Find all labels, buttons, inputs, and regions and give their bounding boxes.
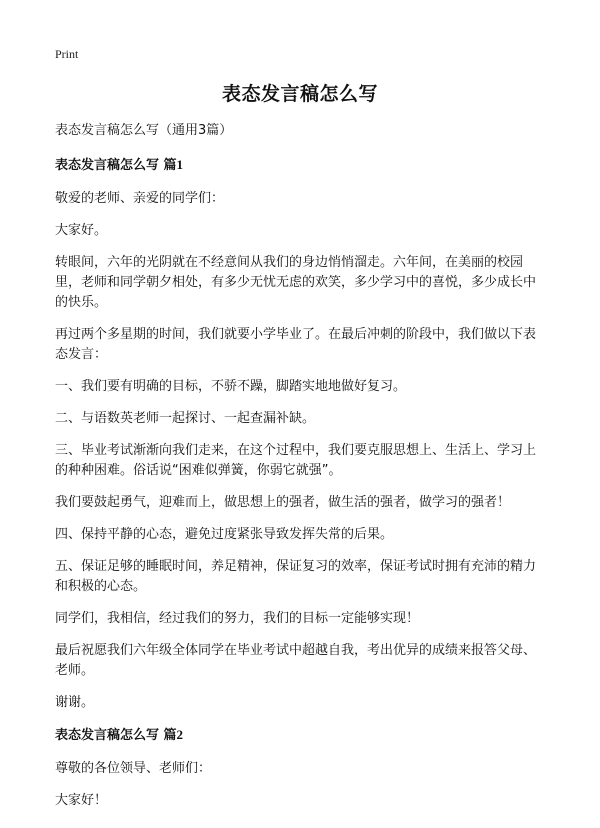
section-1-heading	[55, 155, 547, 176]
section-2-heading-text: 表态发言稿怎么写 篇	[55, 728, 177, 743]
section-1-paragraph: 五、保证足够的睡眠时间，养足精神，保证复习的效率，保证考试时拥有充沛的精力和积极的心态。	[55, 559, 537, 594]
section-1-paragraph: 我们要鼓起勇气，迎难而上，做思想上的强者，做生活的强者，做学习的强者！	[55, 495, 511, 510]
section-1-heading-text: 表态发言稿怎么写 篇	[55, 158, 177, 173]
section-1-paragraph: 一、我们要有明确的目标，不骄不躁，脚踏实地地做好复习。	[55, 379, 407, 394]
section-1-paragraph: 谢谢。	[55, 695, 95, 710]
section-2-heading-number: 2	[176, 727, 184, 742]
section-1-paragraph: 四、保持平静的心态，避免过度紧张导致发挥失常的后果。	[55, 527, 394, 542]
section-1-paragraph: 再过两个多星期的时间，我们就要小学毕业了。在最后冲刺的阶段中，我们做以下表态发言：	[55, 327, 537, 362]
section-1-paragraph: 大家好。	[55, 223, 108, 238]
section-2-paragraph: 尊敬的各位领导、老师们：	[55, 761, 212, 776]
document-title: 表态发言稿怎么写	[221, 83, 378, 105]
section-2-heading	[55, 725, 547, 746]
section-1-heading-number: 1	[176, 157, 184, 172]
section-1-paragraph: 敬爱的老师、亲爱的同学们：	[55, 191, 225, 206]
section-1-paragraph: 三、毕业考试渐渐向我们走来，在这个过程中，我们要克服思想上、生活上、学习上的种种困难。俗话说“困难似弹簧，你弱它就强”。	[55, 443, 537, 478]
document-body	[55, 121, 547, 823]
section-1-paragraph: 二、与语数英老师一起探讨、一起查漏补缺。	[55, 411, 316, 426]
section-1-paragraph: 最后祝愿我们六年级全体同学在毕业考试中超越自我，考出优异的成绩来报答父母、老师。	[55, 643, 537, 678]
section-1-paragraph: 同学们，我相信，经过我们的努力，我们的目标一定能够实现！	[55, 611, 420, 626]
section-2-paragraph: 大家好！	[55, 793, 108, 808]
document-subtitle: 表态发言稿怎么写（通用3篇）	[55, 123, 233, 138]
print-link[interactable]: Print	[55, 47, 79, 61]
section-1-paragraph: 转眼间，六年的光阴就在不经意间从我们的身边悄悄溜走。六年间，在美丽的校园里，老师和同学朝夕相处，有多少无忧无虑的欢笑，多少学习中的喜悦，多少成长中的快乐。	[55, 255, 537, 310]
